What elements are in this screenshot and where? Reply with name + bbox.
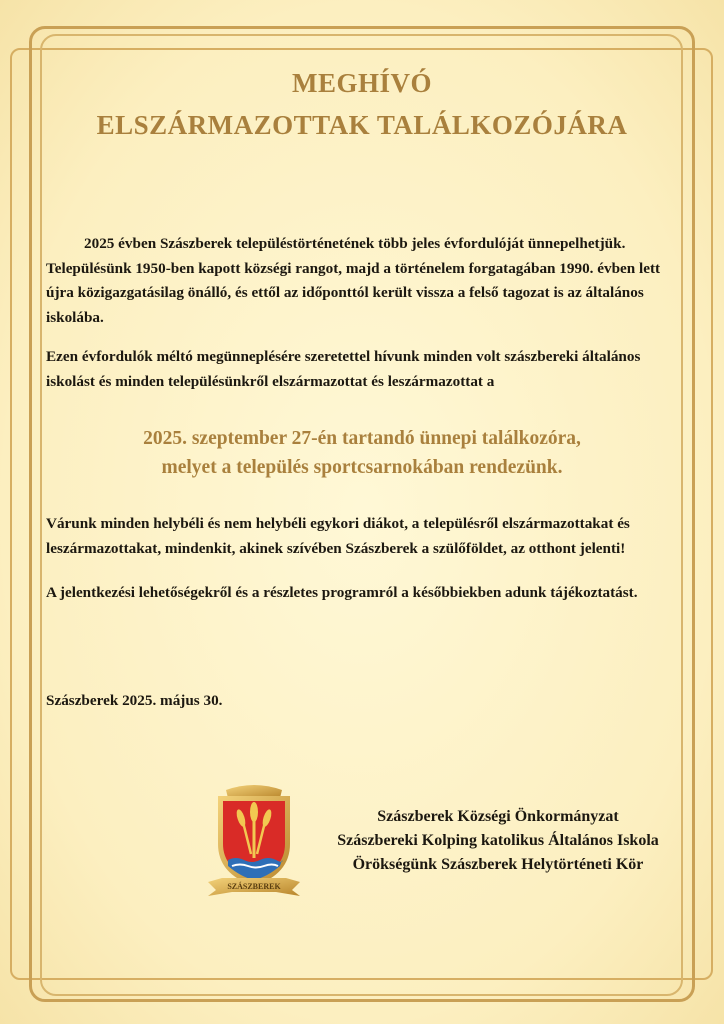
event-venue-highlight: melyet a település sportcsarnokában rendezünk. <box>161 457 563 478</box>
organizers-list <box>318 805 678 877</box>
event-date-highlight: 2025. szeptember 27-én tartandó ünnepi találkozóra, <box>143 428 581 449</box>
title-line-2: ELSZÁRMAZOTTAK TALÁLKOZÓJÁRA <box>96 110 628 140</box>
crest-ribbon-label: SZÁSZBEREK <box>227 882 281 891</box>
organizer-school: Szászbereki Kolping katolikus Általános Iskola <box>337 832 659 849</box>
title-line-1: MEGHÍVÓ <box>291 68 432 98</box>
paragraph-anniversaries: 2025 évben Szászberek településtörténetének több jeles évfordulóját ünnepelhetjük. Településünk 1950-ben kapott községi rangot, majd a történelem forgatagában 1990. évben lett újra közigazgatásilag önálló, és ettől az időponttól került vissza a felső tagozat is az általános iskolába. <box>46 235 661 326</box>
paragraph-welcome: Várunk minden helybéli és nem helybéli egykori diákot, a településről elszármazottakat és leszármazottakat, mindenkit, akinek szívében Szászberek a szülőföldet, az otthont jelenti! <box>46 515 630 557</box>
organizer-municipality: Szászberek Községi Önkormányzat <box>377 808 619 825</box>
paragraph-information: A jelentkezési lehetőségekről és a részletes programról a későbbiekben adunk tájékoztatást. <box>46 584 638 601</box>
paragraph-invitation: Ezen évfordulók méltó megünneplésére szeretettel hívunk minden volt szászbereki általános iskolást és minden településünkről elszármazottat és leszármazottat a <box>46 348 641 390</box>
coat-of-arms-icon <box>206 782 302 898</box>
organizer-history-circle: Örökségünk Szászberek Helytörténeti Kör <box>352 856 644 873</box>
signature-date: Szászberek 2025. május 30. <box>46 692 223 709</box>
